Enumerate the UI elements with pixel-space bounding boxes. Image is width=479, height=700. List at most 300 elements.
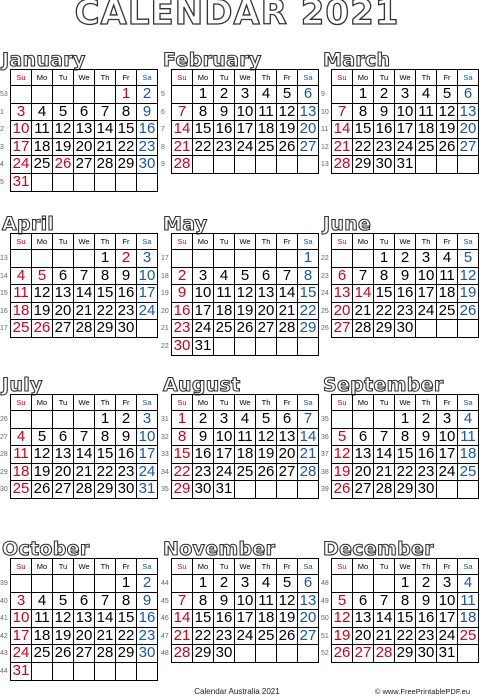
week-number: 33: [161, 451, 169, 459]
day-cell: 15: [298, 285, 319, 303]
day-cell: 25: [458, 627, 479, 645]
day-cell: 18: [235, 446, 256, 464]
day-cell: [437, 481, 458, 499]
day-cell: 8: [116, 592, 137, 610]
day-cell: 16: [116, 285, 137, 303]
day-cell: 15: [172, 446, 193, 464]
day-cell: 11: [32, 121, 53, 139]
day-cell: 2: [137, 575, 158, 593]
day-cell: [298, 481, 319, 499]
day-cell: [74, 86, 95, 104]
day-cell: 7: [374, 428, 395, 446]
day-cell: 18: [458, 610, 479, 628]
day-cell: 27: [332, 320, 353, 338]
day-cell: 25: [256, 627, 277, 645]
day-cell: [74, 662, 95, 680]
weekday-header: Su: [172, 395, 193, 411]
day-cell: 17: [137, 285, 158, 303]
day-cell: 28: [172, 156, 193, 174]
day-cell: 24: [137, 302, 158, 320]
day-cell: [214, 337, 235, 355]
day-cell: 28: [353, 320, 374, 338]
day-cell: 3: [437, 411, 458, 429]
day-cell: 8: [298, 267, 319, 285]
month-grid: [171, 394, 319, 499]
day-cell: 14: [374, 446, 395, 464]
week-number: 24: [321, 290, 329, 298]
day-cell: 14: [172, 610, 193, 628]
day-cell: 17: [437, 610, 458, 628]
day-cell: [437, 156, 458, 174]
week-number: 20: [161, 307, 169, 315]
day-cell: 9: [193, 428, 214, 446]
weekday-header: Su: [11, 70, 32, 86]
day-cell: 26: [32, 320, 53, 338]
day-cell: 13: [74, 121, 95, 139]
day-cell: [74, 411, 95, 429]
day-cell: 27: [353, 481, 374, 499]
day-cell: 4: [235, 411, 256, 429]
day-cell: 19: [277, 121, 298, 139]
week-number: 44: [0, 667, 8, 675]
day-cell: [95, 662, 116, 680]
week-number: 52: [321, 650, 329, 658]
day-cell: 9: [214, 592, 235, 610]
day-cell: 2: [416, 575, 437, 593]
day-cell: 21: [374, 463, 395, 481]
day-cell: 17: [11, 138, 32, 156]
day-cell: 29: [193, 645, 214, 663]
day-cell: 18: [256, 610, 277, 628]
weekday-header: Mo: [32, 395, 53, 411]
month-name: November: [163, 538, 276, 560]
week-number: 45: [161, 597, 169, 605]
weekday-header: Su: [11, 559, 32, 575]
day-cell: [32, 250, 53, 268]
day-cell: 8: [395, 592, 416, 610]
day-cell: 17: [11, 627, 32, 645]
weekday-header: Th: [95, 559, 116, 575]
day-cell: 14: [95, 610, 116, 628]
weekday-header: Mo: [32, 234, 53, 250]
week-numbers: [161, 86, 171, 174]
weekday-header: Fr: [437, 395, 458, 411]
week-number: 43: [0, 650, 8, 658]
day-cell: 7: [277, 267, 298, 285]
week-numbers: [161, 575, 171, 663]
day-cell: 28: [95, 645, 116, 663]
month-grid: [171, 69, 319, 174]
week-number: 39: [0, 580, 8, 587]
day-cell: [172, 86, 193, 104]
weekday-header: Fr: [437, 559, 458, 575]
day-cell: [32, 86, 53, 104]
day-cell: 5: [235, 267, 256, 285]
week-number: 40: [0, 597, 8, 605]
day-cell: 19: [53, 138, 74, 156]
day-cell: 25: [214, 320, 235, 338]
day-cell: 19: [277, 610, 298, 628]
day-cell: 1: [374, 250, 395, 268]
day-cell: 9: [214, 103, 235, 121]
day-cell: 22: [298, 302, 319, 320]
week-numbers: [0, 575, 10, 681]
day-cell: 16: [416, 610, 437, 628]
day-cell: 20: [298, 610, 319, 628]
week-number: 48: [321, 580, 329, 587]
day-cell: 26: [235, 320, 256, 338]
day-cell: 17: [437, 446, 458, 464]
month-name: September: [323, 374, 444, 396]
weekday-header: Sa: [458, 70, 479, 86]
day-cell: 1: [395, 411, 416, 429]
week-numbers: [161, 250, 171, 356]
day-cell: 18: [32, 138, 53, 156]
credit-text: © www.FreePrintablePDF.eu: [374, 687, 470, 696]
weekday-header: Mo: [353, 234, 374, 250]
weekday-header: Fr: [116, 70, 137, 86]
month-name: January: [2, 49, 86, 71]
week-numbers: [161, 411, 171, 499]
day-cell: [11, 411, 32, 429]
day-cell: [353, 575, 374, 593]
day-cell: 16: [116, 446, 137, 464]
weekday-header: Tu: [374, 559, 395, 575]
day-cell: 3: [235, 86, 256, 104]
day-cell: 21: [95, 627, 116, 645]
weekday-header: Mo: [193, 70, 214, 86]
weekday-header: Tu: [53, 234, 74, 250]
day-cell: 6: [298, 86, 319, 104]
day-cell: 27: [74, 645, 95, 663]
month-name: June: [323, 213, 372, 235]
day-cell: 15: [95, 285, 116, 303]
weekday-header: Th: [95, 70, 116, 86]
weekday-header: Th: [416, 559, 437, 575]
week-number: 47: [161, 632, 169, 640]
day-cell: 5: [277, 575, 298, 593]
day-cell: [277, 337, 298, 355]
day-cell: [74, 575, 95, 593]
day-cell: 6: [277, 411, 298, 429]
day-cell: 29: [374, 320, 395, 338]
footer-text: Calendar Australia 2021: [194, 687, 280, 696]
day-cell: 22: [95, 463, 116, 481]
week-number: 37: [321, 451, 329, 459]
day-cell: 9: [137, 103, 158, 121]
day-cell: 18: [214, 302, 235, 320]
day-cell: 21: [74, 463, 95, 481]
day-cell: 17: [235, 121, 256, 139]
page-title: CALENDAR 2021: [74, 0, 400, 33]
day-cell: 3: [416, 250, 437, 268]
day-cell: 14: [374, 610, 395, 628]
weekday-header: Sa: [137, 70, 158, 86]
day-cell: 29: [116, 645, 137, 663]
day-cell: 10: [437, 592, 458, 610]
weekday-header: We: [395, 559, 416, 575]
day-cell: 23: [137, 138, 158, 156]
day-cell: 12: [458, 267, 479, 285]
day-cell: 27: [53, 320, 74, 338]
day-cell: [256, 156, 277, 174]
day-cell: [32, 662, 53, 680]
day-cell: 24: [437, 627, 458, 645]
day-cell: 13: [74, 610, 95, 628]
day-cell: 25: [235, 463, 256, 481]
day-cell: 21: [332, 138, 353, 156]
day-cell: 1: [95, 250, 116, 268]
day-cell: [53, 250, 74, 268]
day-cell: [95, 86, 116, 104]
week-number: 12: [321, 143, 329, 151]
week-number: 30: [0, 486, 8, 494]
day-cell: 9: [416, 592, 437, 610]
day-cell: [116, 662, 137, 680]
day-cell: [332, 411, 353, 429]
day-cell: 25: [458, 463, 479, 481]
day-cell: 12: [332, 610, 353, 628]
day-cell: [53, 411, 74, 429]
day-cell: [458, 156, 479, 174]
day-cell: 24: [395, 138, 416, 156]
day-cell: 3: [137, 250, 158, 268]
day-cell: 11: [214, 285, 235, 303]
week-number: 42: [0, 632, 8, 640]
day-cell: 17: [137, 446, 158, 464]
day-cell: 6: [74, 103, 95, 121]
day-cell: [374, 411, 395, 429]
week-number: 21: [161, 325, 169, 333]
day-cell: 5: [277, 86, 298, 104]
week-number: 14: [0, 272, 8, 280]
day-cell: 14: [353, 285, 374, 303]
day-cell: 15: [395, 610, 416, 628]
month-grid: [331, 69, 479, 174]
day-cell: [416, 320, 437, 338]
day-cell: 12: [277, 592, 298, 610]
week-number: 34: [161, 468, 169, 476]
week-number: 32: [161, 433, 169, 441]
day-cell: 3: [235, 575, 256, 593]
day-cell: 13: [298, 103, 319, 121]
weekday-header: Th: [256, 70, 277, 86]
weekday-header: Mo: [193, 234, 214, 250]
day-cell: 27: [298, 627, 319, 645]
week-number: 50: [321, 615, 329, 623]
day-cell: 31: [11, 173, 32, 191]
day-cell: [235, 337, 256, 355]
day-cell: 15: [193, 610, 214, 628]
day-cell: 26: [332, 645, 353, 663]
day-cell: 7: [353, 267, 374, 285]
day-cell: [277, 156, 298, 174]
weekday-header: Th: [416, 70, 437, 86]
day-cell: 3: [395, 86, 416, 104]
weekday-header: Fr: [277, 234, 298, 250]
day-cell: 7: [332, 103, 353, 121]
day-cell: 11: [11, 285, 32, 303]
day-cell: [256, 250, 277, 268]
day-cell: 15: [374, 285, 395, 303]
day-cell: 15: [95, 446, 116, 464]
week-number: 26: [321, 325, 329, 333]
weekday-header: We: [235, 70, 256, 86]
day-cell: 8: [353, 103, 374, 121]
month-name: February: [163, 49, 262, 71]
day-cell: 20: [353, 463, 374, 481]
month-name: August: [163, 374, 241, 396]
day-cell: 29: [395, 481, 416, 499]
day-cell: [172, 250, 193, 268]
day-cell: 17: [214, 446, 235, 464]
day-cell: 7: [74, 428, 95, 446]
month-grid: [171, 558, 319, 663]
day-cell: 17: [416, 285, 437, 303]
day-cell: 23: [116, 463, 137, 481]
day-cell: 18: [11, 463, 32, 481]
weekday-header: Tu: [53, 395, 74, 411]
day-cell: 16: [214, 610, 235, 628]
day-cell: 24: [11, 645, 32, 663]
day-cell: 23: [116, 302, 137, 320]
week-number: 13: [321, 161, 329, 169]
day-cell: 31: [395, 156, 416, 174]
day-cell: 5: [332, 428, 353, 446]
day-cell: 20: [332, 302, 353, 320]
day-cell: 12: [277, 103, 298, 121]
weekday-header: Tu: [374, 234, 395, 250]
day-cell: 28: [298, 463, 319, 481]
day-cell: 20: [53, 302, 74, 320]
day-cell: 21: [74, 302, 95, 320]
week-number: 46: [161, 615, 169, 623]
day-cell: 2: [137, 86, 158, 104]
day-cell: 21: [298, 446, 319, 464]
week-numbers: [321, 575, 331, 663]
day-cell: 5: [332, 592, 353, 610]
day-cell: 26: [53, 645, 74, 663]
day-cell: [32, 575, 53, 593]
day-cell: 12: [332, 446, 353, 464]
day-cell: 19: [53, 627, 74, 645]
day-cell: 21: [374, 627, 395, 645]
weekday-header: Fr: [277, 559, 298, 575]
day-cell: 1: [95, 411, 116, 429]
day-cell: 24: [214, 463, 235, 481]
day-cell: [332, 575, 353, 593]
day-cell: 29: [116, 156, 137, 174]
day-cell: 19: [32, 463, 53, 481]
day-cell: 6: [353, 592, 374, 610]
day-cell: 30: [416, 481, 437, 499]
weekday-header: Th: [256, 559, 277, 575]
day-cell: 8: [95, 428, 116, 446]
day-cell: 31: [11, 662, 32, 680]
day-cell: 24: [235, 138, 256, 156]
day-cell: [137, 662, 158, 680]
week-number: 5: [161, 91, 165, 98]
day-cell: 19: [332, 627, 353, 645]
day-cell: 18: [256, 121, 277, 139]
weekday-header: Fr: [277, 395, 298, 411]
day-cell: 7: [374, 592, 395, 610]
day-cell: 10: [416, 267, 437, 285]
week-number: 44: [161, 580, 169, 587]
day-cell: 30: [116, 481, 137, 499]
day-cell: 16: [193, 446, 214, 464]
day-cell: 4: [32, 103, 53, 121]
week-number: 17: [0, 325, 8, 333]
day-cell: 6: [298, 575, 319, 593]
day-cell: 23: [416, 627, 437, 645]
weekday-header: Tu: [214, 70, 235, 86]
day-cell: 23: [172, 320, 193, 338]
weekday-header: Su: [172, 559, 193, 575]
week-number: 9: [321, 91, 325, 98]
day-cell: 14: [74, 446, 95, 464]
day-cell: 16: [416, 446, 437, 464]
day-cell: 6: [256, 267, 277, 285]
weekday-header: Fr: [277, 70, 298, 86]
week-numbers: [321, 250, 331, 338]
week-number: 39: [321, 486, 329, 494]
weekday-header: Sa: [298, 234, 319, 250]
weekday-header: Su: [332, 395, 353, 411]
week-number: 18: [161, 272, 169, 280]
weekday-header: We: [74, 559, 95, 575]
day-cell: 1: [172, 411, 193, 429]
day-cell: 23: [214, 627, 235, 645]
day-cell: 26: [332, 481, 353, 499]
weekday-header: Sa: [298, 559, 319, 575]
day-cell: 28: [332, 156, 353, 174]
month-grid: [10, 233, 158, 338]
day-cell: 1: [395, 575, 416, 593]
day-cell: 9: [172, 285, 193, 303]
day-cell: 4: [256, 86, 277, 104]
day-cell: 3: [437, 575, 458, 593]
day-cell: [437, 320, 458, 338]
day-cell: 8: [395, 428, 416, 446]
week-number: 38: [321, 468, 329, 476]
day-cell: 7: [298, 411, 319, 429]
day-cell: 18: [11, 302, 32, 320]
day-cell: 30: [416, 645, 437, 663]
day-cell: 28: [95, 156, 116, 174]
day-cell: 13: [277, 428, 298, 446]
month-grid: [331, 558, 479, 663]
day-cell: 23: [137, 627, 158, 645]
day-cell: 30: [193, 481, 214, 499]
day-cell: 23: [214, 138, 235, 156]
week-number: 22: [321, 255, 329, 262]
day-cell: 9: [116, 267, 137, 285]
day-cell: 13: [353, 446, 374, 464]
day-cell: 3: [11, 103, 32, 121]
weekday-header: Su: [172, 234, 193, 250]
day-cell: 14: [277, 285, 298, 303]
day-cell: 6: [53, 428, 74, 446]
day-cell: 14: [74, 285, 95, 303]
weekday-header: Mo: [353, 559, 374, 575]
day-cell: 1: [116, 86, 137, 104]
day-cell: 29: [172, 481, 193, 499]
day-cell: [353, 250, 374, 268]
day-cell: [256, 481, 277, 499]
week-numbers: [0, 250, 10, 338]
day-cell: 20: [458, 121, 479, 139]
